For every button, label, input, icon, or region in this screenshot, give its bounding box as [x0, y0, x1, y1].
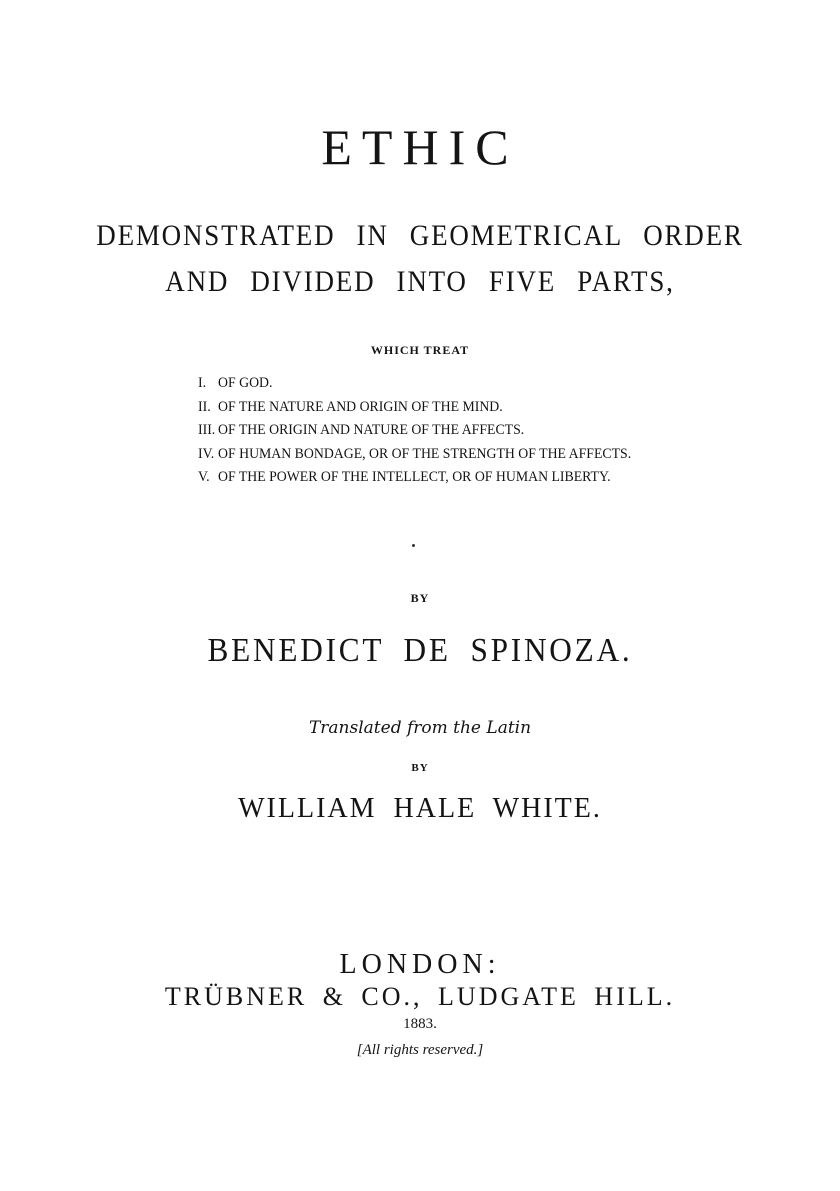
part-text: OF THE POWER OF THE INTELLECT, OR OF HUMAN LIBERTY.	[218, 469, 611, 485]
ink-speck	[412, 544, 415, 547]
by-label-translator: BY	[411, 762, 429, 774]
translator-name: WILLIAM HALE WHITE.	[238, 793, 602, 824]
parts-list	[198, 372, 669, 490]
author-name: BENEDICT DE SPINOZA.	[207, 632, 633, 669]
translated-from-label: Translated from the Latin	[308, 718, 532, 738]
part-item	[198, 419, 631, 443]
imprint-city: LONDON:	[339, 949, 501, 980]
by-label: BY	[410, 591, 430, 605]
part-number: IV.	[198, 445, 215, 462]
which-treat-label: WHICH TREAT	[370, 343, 470, 357]
part-item	[198, 466, 631, 490]
part-item	[198, 372, 631, 396]
part-number: III.	[198, 422, 216, 438]
part-number: V.	[198, 469, 210, 485]
subtitle-line-2: AND DIVIDED INTO FIVE PARTS,	[165, 265, 675, 298]
part-text: OF THE NATURE AND ORIGIN OF THE MIND.	[218, 398, 503, 415]
part-text: OF GOD.	[218, 375, 273, 391]
part-number: I.	[198, 375, 207, 391]
imprint-publisher: TRÜBNER & CO., LUDGATE HILL.	[164, 982, 676, 1011]
subtitle-line-1: DEMONSTRATED IN GEOMETRICAL ORDER	[96, 219, 744, 252]
book-title: ETHIC	[321, 119, 519, 175]
imprint-year: 1883.	[403, 1016, 437, 1032]
part-item	[198, 396, 631, 420]
part-number: II.	[198, 398, 211, 415]
part-text: OF HUMAN BONDAGE, OR OF THE STRENGTH OF THE AFFECTS.	[218, 445, 632, 462]
part-text: OF THE ORIGIN AND NATURE OF THE AFFECTS.	[218, 422, 525, 438]
rights-notice: [All rights reserved.]	[356, 1042, 484, 1058]
part-item	[198, 443, 631, 467]
